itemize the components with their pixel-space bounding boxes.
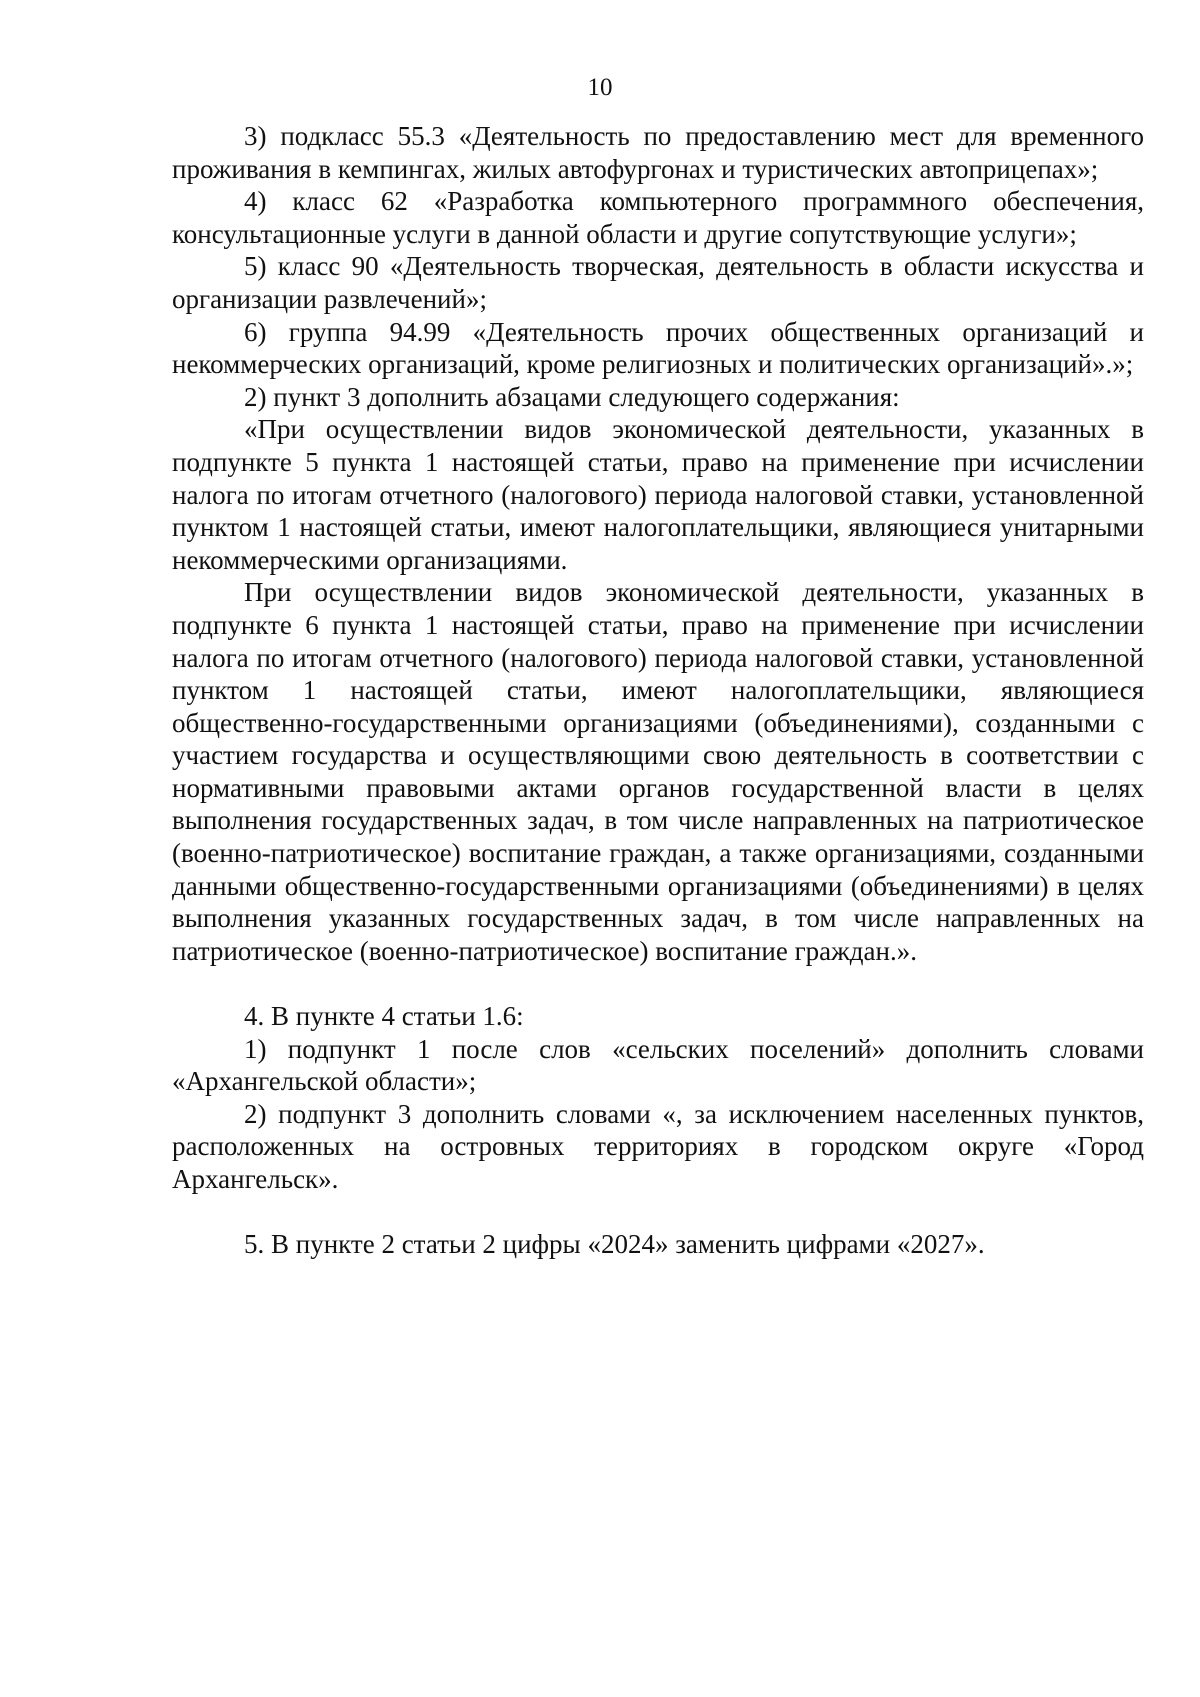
paragraph-group-94-99: 6) группа 94.99 «Деятельность прочих общественных организаций и некоммерческих организаций, кроме религиозных и политических организаций».»; bbox=[172, 316, 1144, 380]
paragraph-section-4-item-1: 1) подпункт 1 после слов «сельских поселений» дополнить словами «Архангельской области»; bbox=[172, 1033, 1144, 1097]
paragraph-class-90: 5) класс 90 «Деятельность творческая, деятельность в области искусства и организации развлечений»; bbox=[172, 251, 1144, 314]
paragraph-subpoint-5-rule: «При осуществлении видов экономической деятельности, указанных в подпункте 5 пункта 1 настоящей статьи, право на применение при исчислении налога по итогам отчетного (налогового) периода налоговой ставки, установленной пунктом 1 настоящей статьи, имеют налогоплательщики, являющиеся унитарными некоммерческими организациями. bbox=[172, 414, 1144, 575]
document-body bbox=[172, 120, 1144, 1261]
paragraph-section-4-item-2: 2) подпункт 3 дополнить словами «, за исключением населенных пунктов, расположенных на островных территориях в городском округе «Город Архангельск». bbox=[172, 1098, 1144, 1194]
paragraph-section-4-heading: 4. В пункте 4 статьи 1.6: bbox=[244, 1001, 524, 1032]
paragraph-point-3-addition: 2) пункт 3 дополнить абзацами следующего содержания: bbox=[244, 381, 900, 412]
paragraph-class-62: 4) класс 62 «Разработка компьютерного программного обеспечения, консультационные услуги в данной области и другие сопутствующие услуги»; bbox=[172, 186, 1144, 249]
page-number: 10 bbox=[587, 74, 613, 101]
paragraph-subclass-55-3: 3) подкласс 55.3 «Деятельность по предоставлению мест для временного проживания в кемпингах, жилых автофургонах и туристических автоприцепах»; bbox=[172, 121, 1144, 184]
paragraph-subpoint-6-rule: При осуществлении видов экономической деятельности, указанных в подпункте 6 пункта 1 настоящей статьи, право на применение при исчислении налога по итогам отчетного (налогового) периода налоговой ставки, установленной пунктом 1 настоящей статьи, имеют налогоплательщики, являющиеся общественно-государственными организациями (объединениями), созданными с участием государства и осуществляющими свою деятельность в соответствии с нормативными правовыми актами органов государственной власти в целях выполнения государственных задач, в том числе направленных на патриотическое (военно-патриотическое) воспитание граждан, а также организациями, созданными данными общественно-государственными организациями (объединениями) в целях выполнения указанных государственных задач, в том числе направленных на патриотическое (военно-патриотическое) воспитание граждан.». bbox=[172, 577, 1144, 966]
paragraph-section-5: 5. В пункте 2 статьи 2 цифры «2024» заменить цифрами «2027». bbox=[244, 1229, 985, 1260]
